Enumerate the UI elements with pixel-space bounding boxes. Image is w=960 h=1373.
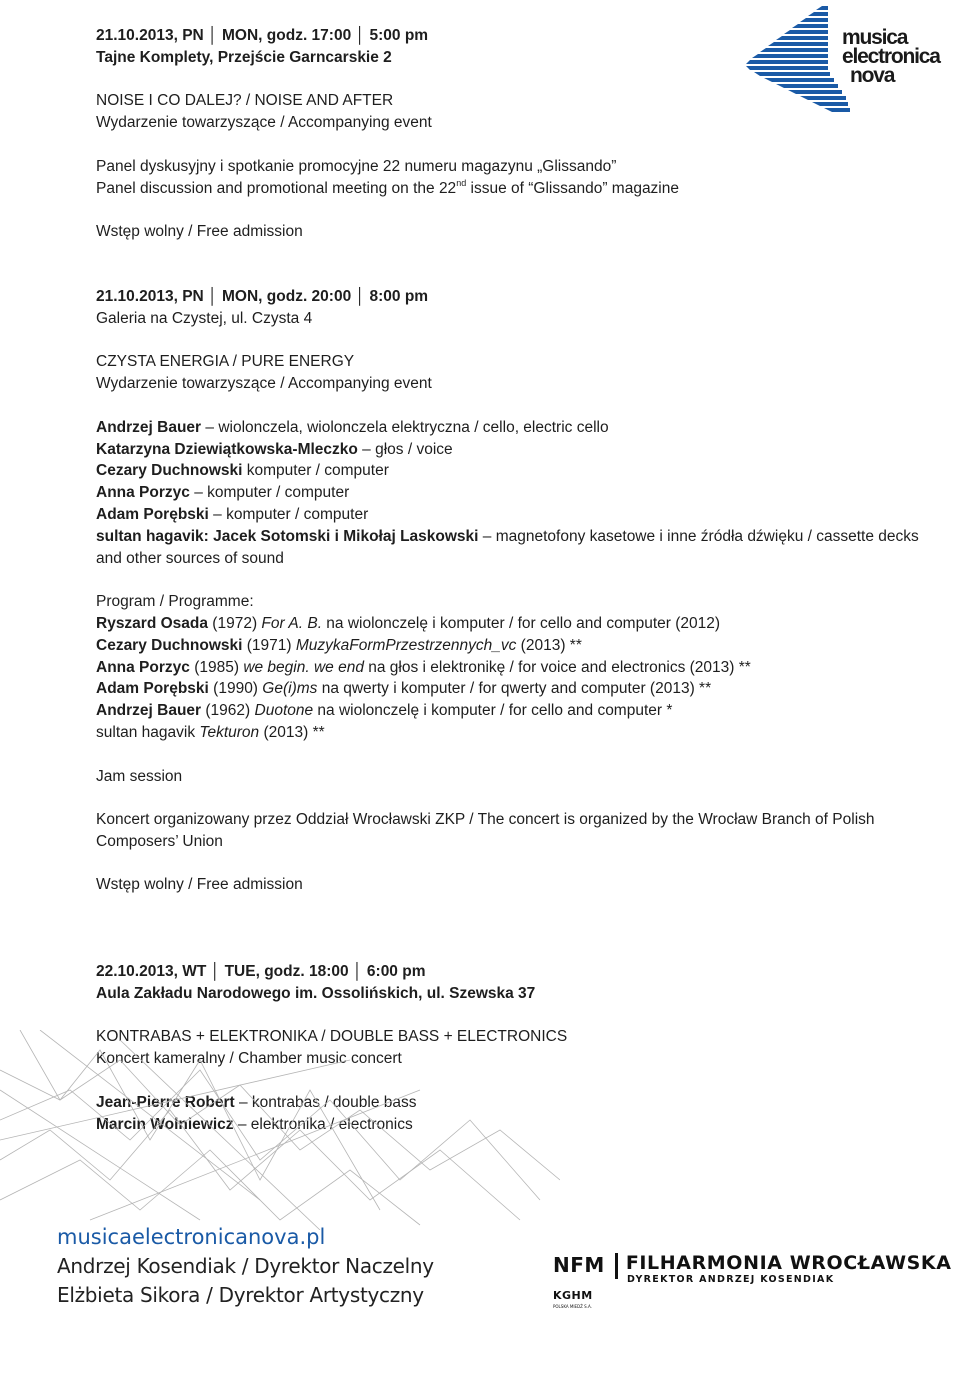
performer-name: Katarzyna Dziewiątkowska-Mleczko (96, 440, 358, 458)
event-1-datetime: 21.10.2013, PN │ MON, godz. 17:00 │ 5:00 pm (96, 27, 429, 44)
event-1-description-en (96, 178, 926, 200)
work-details: (2013) ** (516, 636, 582, 654)
composer-name: Andrzej Bauer (96, 702, 202, 720)
work-title: Duotone (254, 702, 314, 720)
nfm-branding (553, 1253, 958, 1313)
event-listing (96, 25, 926, 1135)
composer-name: sultan hagavik (96, 723, 200, 741)
performer-row (96, 526, 926, 570)
performer-name: Jean-Pierre Robert (96, 1093, 235, 1111)
performer-role: – głos / voice (357, 440, 453, 458)
performer-row (96, 460, 926, 482)
nfm-wordmark: NFM (553, 1253, 605, 1277)
composer-name: Cezary Duchnowski (96, 636, 243, 654)
performer-role: – wiolonczela, wiolonczela elektryczna / cello, electric cello (201, 418, 609, 436)
logo-line-electronica: electronica (842, 45, 940, 68)
event-2-admission: Wstęp wolny / Free admission (96, 876, 303, 894)
director-artistic: Elżbieta Sikora / Dyrektor Artystyczny (57, 1283, 424, 1307)
filharmonia-wordmark: FILHARMONIA WROCŁAWSKA (625, 1252, 952, 1274)
event-2-type: Wydarzenie towarzyszące / Accompanying event (96, 375, 432, 393)
performer-role: – komputer / computer (189, 484, 350, 502)
event-2-venue: Galeria na Czystej, ul. Czysta 4 (96, 309, 313, 327)
work-details: na głos i elektronikę / for voice and electronics (2013) ** (363, 658, 751, 676)
event-1-title: NOISE I CO DALEJ? / NOISE AND AFTER (96, 92, 394, 110)
performer-role: – kontrabas / double bass (234, 1093, 417, 1111)
program-item (96, 613, 926, 635)
event-1-description-pl: Panel dyskusyjny i spotkanie promocyjne 22 numeru magazynu „Glissando” (96, 157, 617, 175)
event-3-title: KONTRABAS + ELEKTRONIKA / DOUBLE BASS + ELECTRONICS (96, 1028, 568, 1046)
program-item (96, 678, 926, 700)
event-1-type: Wydarzenie towarzyszące / Accompanying event (96, 114, 432, 132)
kghm-subtitle: POLSKA MIEDŹ S.A. (553, 1304, 592, 1309)
desc-en-part1: Panel discussion and promotional meeting on the 22 (96, 179, 457, 197)
desc-en-part2: issue of “Glissando” magazine (466, 179, 679, 197)
event-3-type: Koncert kameralny / Chamber music concert (96, 1050, 402, 1068)
organizer-note: Koncert organizowany przez Oddział Wrocławski ZKP / The concert is organized by the Wrocław Branch of Polish Composers’ Union (96, 811, 875, 850)
decorative-geometric-lines (0, 1030, 560, 1230)
performer-name: sultan hagavik: Jacek Sotomski i Mikołaj Laskowski (96, 527, 479, 545)
performer-row (96, 482, 926, 504)
program-item (96, 635, 926, 657)
website-link[interactable]: musicaelectronicanova.pl (57, 1225, 326, 1249)
program-item (96, 657, 926, 679)
performer-row (96, 417, 926, 439)
performer-role: komputer / computer (242, 462, 389, 480)
logo-line-nova: nova (850, 64, 895, 87)
logo-line-musica: musica (842, 26, 908, 49)
work-details: na wiolonczelę i komputer / for cello and computer (2012) (322, 614, 721, 632)
composer-name: Adam Porębski (96, 680, 209, 698)
work-title: MuzykaFormPrzestrzennych_vc (295, 636, 517, 654)
composer-name: Anna Porzyc (96, 658, 190, 676)
event-2-datetime: 21.10.2013, PN │ MON, godz. 20:00 │ 8:00 pm (96, 287, 429, 305)
work-title: Tekturon (199, 723, 260, 741)
desc-en-superscript: nd (456, 177, 467, 188)
composer-year: (1985) (189, 658, 244, 676)
work-details: na wiolonczelę i komputer / for cello and computer * (313, 702, 673, 720)
performer-role: – komputer / computer (208, 505, 369, 523)
director-general: Andrzej Kosendiak / Dyrektor Naczelny (57, 1254, 434, 1278)
program-heading: Program / Programme: (96, 593, 254, 611)
footer-credits (57, 1222, 434, 1310)
performer-name: Marcin Wolniewicz (96, 1115, 234, 1133)
performer-row (96, 439, 926, 461)
event-1-admission: Wstęp wolny / Free admission (96, 223, 303, 241)
performer-name: Adam Porębski (96, 505, 209, 523)
kghm-logo: KGHM (553, 1289, 593, 1302)
performer-role: – elektronika / electronics (233, 1115, 413, 1133)
performer-role: – magnetofony kasetowe i inne źródła dźwięku / cassette decks and other sources of sound (96, 527, 919, 567)
work-details: na qwerty i komputer / for qwerty and computer (2013) ** (317, 680, 712, 698)
performer-name: Andrzej Bauer (96, 418, 202, 436)
composer-name: Ryszard Osada (96, 614, 208, 632)
event-2-performers (96, 417, 926, 570)
nfm-director-line: DYREKTOR ANDRZEJ KOSENDIAK (627, 1274, 835, 1285)
program-item (96, 700, 926, 722)
event-3-venue: Aula Zakładu Narodowego im. Ossolińskich, ul. Szewska 37 (96, 984, 536, 1002)
work-title: For A. B. (261, 614, 322, 632)
event-2-title: CZYSTA ENERGIA / PURE ENERGY (96, 353, 355, 371)
nfm-divider (615, 1253, 618, 1279)
jam-session: Jam session (96, 767, 183, 785)
event-3-datetime: 22.10.2013, WT │ TUE, godz. 18:00 │ 6:00 pm (96, 963, 426, 981)
composer-year: (1971) (242, 636, 296, 654)
composer-year: (1990) (208, 680, 263, 698)
work-details: (2013) ** (259, 723, 325, 741)
performer-row (96, 504, 926, 526)
event-2 (96, 286, 926, 896)
event-1 (96, 25, 926, 243)
program-list (96, 613, 926, 744)
work-title: we begin. we end (243, 658, 364, 676)
work-title: Ge(i)ms (262, 680, 318, 698)
performer-name: Anna Porzyc (96, 484, 190, 502)
performer-name: Cezary Duchnowski (96, 462, 243, 480)
program-item (96, 722, 926, 744)
event-1-venue: Tajne Komplety, Przejście Garncarskie 2 (96, 48, 392, 66)
composer-year: (1972) (208, 614, 262, 632)
composer-year: (1962) (201, 702, 255, 720)
